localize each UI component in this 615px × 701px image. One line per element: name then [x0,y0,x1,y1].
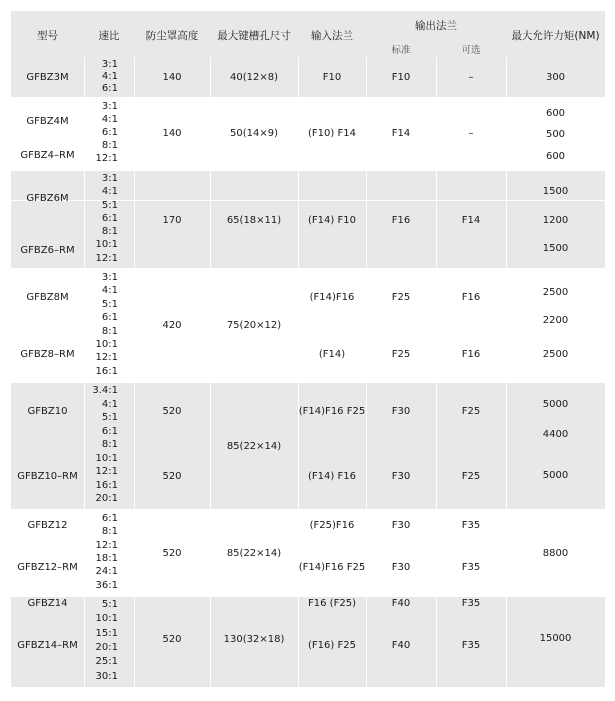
model-name: GFBZ6–RM [20,245,75,256]
output-flange-optional: – [468,72,474,83]
input-flange: (F14) F16 [308,471,356,482]
ratio-value: 20:1 [95,642,118,653]
output-flange-optional: F35 [461,640,481,651]
input-flange: (F14)F16 F25 [298,562,366,573]
ratio-value: 16:1 [95,366,118,377]
model-name: GFBZ8M [26,292,69,303]
output-flange-standard: F30 [391,520,411,531]
ratio-value: 3.4:1 [92,385,118,396]
header-max-keyway-size: 最大键槽孔尺寸 [217,30,291,42]
model-name: GFBZ14 [27,598,68,609]
input-flange: (F10) F14 [308,128,356,139]
column-separator [298,383,299,509]
ratio-value: 3:1 [101,59,118,70]
header-max-torque: 最大允许力矩(NM) [511,30,600,42]
max-torque: 1500 [542,243,569,254]
model-name: GFBZ10 [27,406,68,417]
ratio-value: 10:1 [95,239,118,250]
ratio-value: 5:1 [101,599,118,610]
ratio-value: 18:1 [95,553,118,564]
ratio-value: 10:1 [95,453,118,464]
max-torque: 5000 [542,399,569,410]
input-flange: (F14) F10 [308,215,356,226]
dust-cover-height: 420 [162,320,182,331]
max-torque: 2500 [542,349,569,360]
ratio-value: 8:1 [101,140,118,151]
output-flange-standard: F40 [391,598,411,609]
model-name: GFBZ12–RM [17,562,78,573]
ratio-value: 6:1 [101,213,118,224]
ratio-value: 8:1 [101,439,118,450]
max-torque: 15000 [539,633,572,644]
output-flange-standard: F16 [391,215,411,226]
ratio-value: 3:1 [101,101,118,112]
ratio-value: 10:1 [95,339,118,350]
model-name: GFBZ12 [27,520,68,531]
keyway-size: 40(12×8) [230,72,278,83]
ratio-value: 15:1 [95,628,118,639]
output-flange-standard: F30 [391,471,411,482]
output-flange-optional: F35 [461,562,481,573]
ratio-value: 5:1 [101,200,118,211]
ratio-value: 12:1 [95,466,118,477]
ratio-value: 12:1 [95,253,118,264]
ratio-value: 20:1 [95,493,118,504]
ratio-value: 6:1 [101,83,118,94]
header-output-flange: 输出法兰 [415,20,457,32]
column-separator [436,383,437,509]
model-name: GFBZ4–RM [20,150,75,161]
keyway-size: 50(14×9) [230,128,278,139]
input-flange: (F14)F16 F25 [298,406,366,417]
model-name: GFBZ4M [26,116,69,127]
output-flange-optional: F16 [461,349,481,360]
header-input-flange: 输入法兰 [311,30,353,42]
max-torque: 5000 [542,470,569,481]
output-flange-standard: F10 [391,72,411,83]
ratio-value: 12:1 [95,153,118,164]
ratio-value: 10:1 [95,613,118,624]
max-torque: 4400 [542,429,569,440]
column-separator [134,383,135,509]
header-model: 型号 [37,30,58,42]
model-name: GFBZ10–RM [17,471,78,482]
dust-cover-height: 140 [162,72,182,83]
model-name: GFBZ6M [26,193,69,204]
ratio-value: 8:1 [101,526,118,537]
max-torque: 300 [545,72,566,83]
output-flange-standard: F25 [391,292,411,303]
output-flange-standard: F25 [391,349,411,360]
keyway-size: 85(22×14) [226,441,282,452]
max-torque: 2200 [542,315,569,326]
ratio-value: 12:1 [95,352,118,363]
ratio-value: 36:1 [95,580,118,591]
dust-cover-height: 170 [162,215,182,226]
model-name: GFBZ14–RM [17,640,78,651]
dust-cover-height: 520 [162,406,182,417]
ratio-value: 4:1 [101,114,118,125]
ratio-value: 4:1 [101,71,118,82]
dust-cover-height: 520 [162,634,182,645]
ratio-value: 6:1 [101,513,118,524]
max-torque: 1200 [542,215,569,226]
output-flange-optional: F25 [461,406,481,417]
input-flange: (F14) [318,349,346,360]
input-flange: (F25)F16 [309,520,355,531]
keyway-size: 75(20×12) [226,320,282,331]
ratio-value: 25:1 [95,656,118,667]
input-flange: (F16) F25 [308,640,356,651]
header-dust-cover-height: 防尘罩高度 [145,30,199,42]
model-name: GFBZ8–RM [20,349,75,360]
input-flange: F10 [322,72,342,83]
keyway-size: 130(32×18) [223,634,285,645]
max-torque: 1500 [542,186,569,197]
output-flange-standard: F30 [391,406,411,417]
max-torque: 8800 [542,548,569,559]
output-flange-optional: – [468,128,474,139]
output-flange-standard: F30 [391,562,411,573]
dust-cover-height: 520 [162,471,182,482]
ratio-value: 30:1 [95,671,118,682]
max-torque: 600 [545,151,566,162]
dust-cover-height: 520 [162,548,182,559]
model-name: GFBZ3M [26,72,69,83]
output-flange-optional: F16 [461,292,481,303]
input-flange: F16 (F25) [308,598,356,609]
output-flange-optional: F25 [461,471,481,482]
ratio-value: 6:1 [101,426,118,437]
output-flange-standard: F40 [391,640,411,651]
ratio-value: 6:1 [101,312,118,323]
ratio-value: 4:1 [101,285,118,296]
ratio-value: 6:1 [101,127,118,138]
ratio-value: 8:1 [101,226,118,237]
ratio-value: 8:1 [101,326,118,337]
ratio-value: 5:1 [101,412,118,423]
dust-cover-height: 140 [162,128,182,139]
input-flange: (F14)F16 [309,292,355,303]
ratio-value: 4:1 [101,186,118,197]
output-flange-standard: F14 [391,128,411,139]
output-flange-optional: F35 [461,520,481,531]
keyway-size: 85(22×14) [226,548,282,559]
ratio-value: 16:1 [95,480,118,491]
ratio-value: 5:1 [101,299,118,310]
ratio-value: 12:1 [95,540,118,551]
column-separator [366,383,367,509]
output-flange-optional: F14 [461,215,481,226]
max-torque: 2500 [542,287,569,298]
output-flange-optional: F35 [461,598,481,609]
max-torque: 500 [545,129,566,140]
ratio-value: 3:1 [101,272,118,283]
ratio-value: 24:1 [95,566,118,577]
header-ratio: 速比 [98,30,120,42]
max-torque: 600 [545,108,566,119]
ratio-value: 4:1 [101,399,118,410]
ratio-value: 3:1 [101,173,118,184]
header-output-standard: 标准 [391,45,411,56]
header-output-optional: 可选 [461,45,481,56]
keyway-size: 65(18×11) [226,215,282,226]
